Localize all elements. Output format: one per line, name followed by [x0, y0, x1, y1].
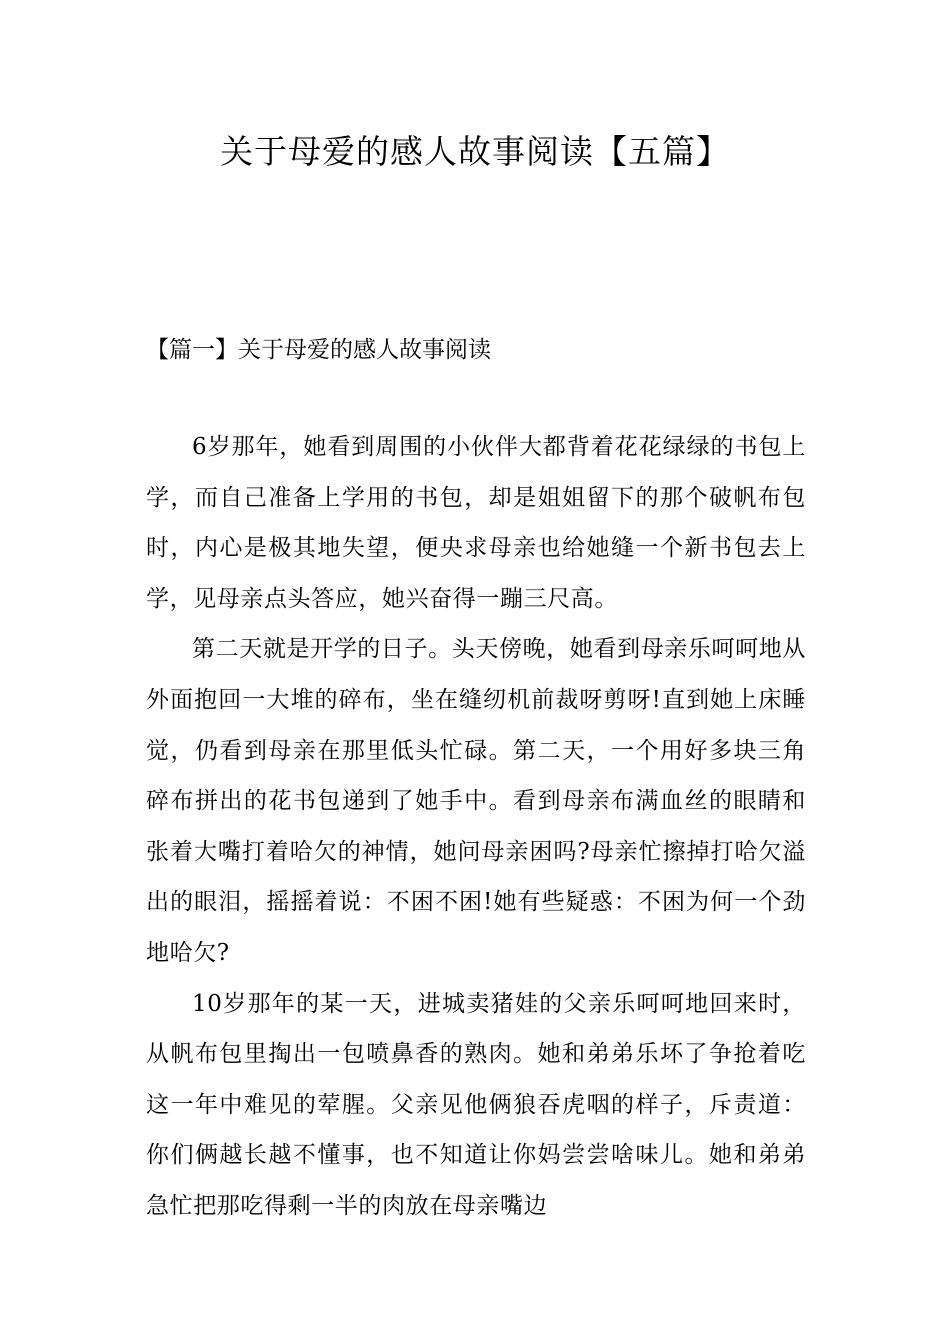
document-title: 关于母爱的感人故事阅读【五篇】 [220, 132, 730, 171]
paragraph: 6岁那年，她看到周围的小伙伴大都背着花花绿绿的书包上学，而自己准备上学用的书包，却是姐姐留下的那个破帆布包时，内心是极其地失望，便央求母亲也给她缝一个新书包去上学，见母亲点头答应，她兴奋得一蹦三尺高。 [146, 434, 806, 612]
section-heading: 【篇一】关于母爱的感人故事阅读 [146, 337, 491, 363]
body-text [146, 422, 806, 1232]
paragraph: 第二天就是开学的日子。头天傍晚，她看到母亲乐呵呵地从外面抱回一大堆的碎布，坐在缝纫机前裁呀剪呀!直到她上床睡觉，仍看到母亲在那里低头忙碌。第二天，一个用好多块三角碎布拼出的花书包递到了她手中。看到母亲布满血丝的眼睛和张着大嘴打着哈欠的神情，她问母亲困吗?母亲忙擦掉打哈欠溢出的眼泪，摇摇着说：不困不困!她有些疑惑：不困为何一个劲地哈欠? [146, 636, 806, 966]
paragraph: 10岁那年的某一天，进城卖猪娃的父亲乐呵呵地回来时，从帆布包里掏出一包喷鼻香的熟肉。她和弟弟乐坏了争抢着吃这一年中难见的荤腥。父亲见他俩狼吞虎咽的样子，斥责道：你们俩越长越不懂事，也不知道让你妈尝尝啥味儿。她和弟弟急忙把那吃得剩一半的肉放在母亲嘴边 [146, 990, 806, 1219]
